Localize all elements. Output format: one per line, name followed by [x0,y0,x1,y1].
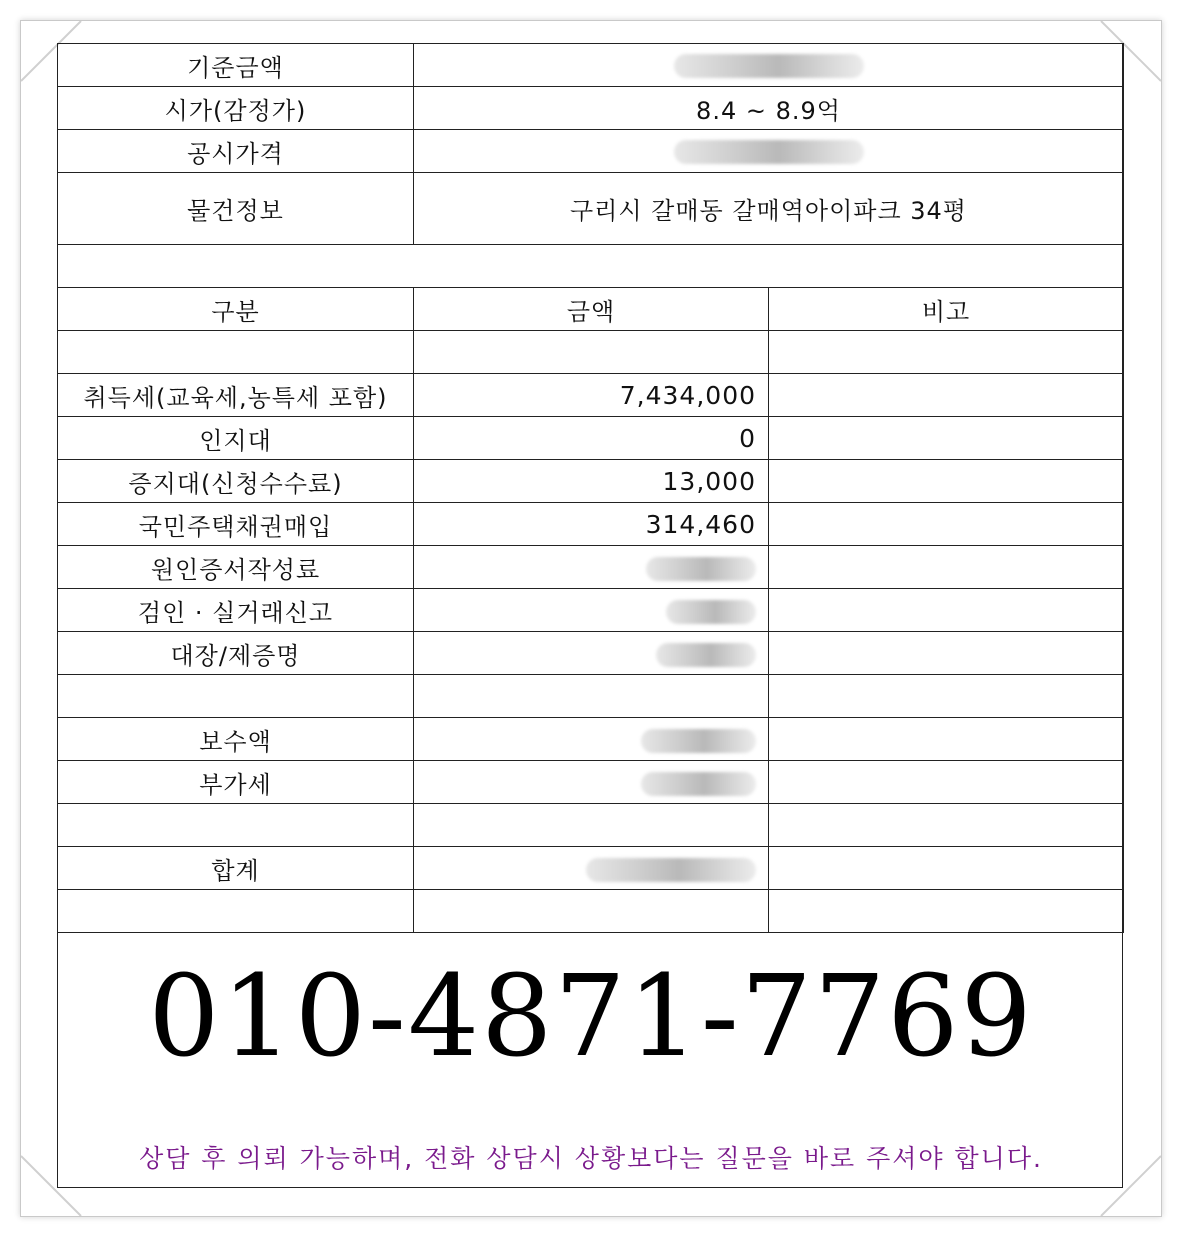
property-value: 구리시 갈매동 갈매역아이파크 34평 [414,173,1124,245]
estimate-table [57,43,1124,933]
row-amount [414,890,769,933]
spacer-row [58,245,1124,288]
row-amount: 7,434,000 [414,374,769,417]
row-amount [414,331,769,374]
row-label: 합계 [58,847,414,890]
row-amount: 13,000 [414,460,769,503]
row-note [769,761,1124,804]
row-amount [414,761,769,804]
spacer-cell [58,245,1124,288]
redacted-value [674,140,864,164]
redacted-value [641,729,756,753]
table-row [58,460,1124,503]
row-label [58,890,414,933]
row-amount [414,847,769,890]
redacted-value [586,858,756,882]
row-label: 취득세(교육세,농특세 포함) [58,374,414,417]
table-row [58,718,1124,761]
row-label: 원인증서작성료 [58,546,414,589]
table-row [58,804,1124,847]
table-row [58,417,1124,460]
row-label: 증지대(신청수수료) [58,460,414,503]
row-note [769,460,1124,503]
redacted-value [641,772,756,796]
row-label: 보수액 [58,718,414,761]
row-note [769,718,1124,761]
row-amount [414,675,769,718]
row-note [769,804,1124,847]
row-note [769,374,1124,417]
estimate-sheet [57,43,1123,1188]
table-row [58,173,1124,245]
row-amount [414,804,769,847]
official-price-value [414,130,1124,173]
row-label: 인지대 [58,417,414,460]
row-note [769,675,1124,718]
row-label: 국민주택채권매입 [58,503,414,546]
table-row [58,87,1124,130]
table-row [58,374,1124,417]
row-note [769,890,1124,933]
table-row [58,331,1124,374]
market-price-value: 8.4 ~ 8.9억 [414,87,1124,130]
table-row [58,847,1124,890]
row-note [769,546,1124,589]
redacted-value [656,643,756,667]
row-note [769,589,1124,632]
row-note [769,417,1124,460]
row-label: 대장/제증명 [58,632,414,675]
official-price-label: 공시가격 [58,130,414,173]
table-row [58,890,1124,933]
consultation-notice: 상담 후 의뢰 가능하며, 전화 상담시 상황보다는 질문을 바로 주셔야 합니다. [139,1144,1043,1173]
table-row [58,503,1124,546]
row-amount [414,589,769,632]
table-row [58,675,1124,718]
phone-number: 010-4871-7769 [148,952,1034,1082]
row-label [58,804,414,847]
row-label: 부가세 [58,761,414,804]
row-amount: 314,460 [414,503,769,546]
market-price-label: 시가(감정가) [58,87,414,130]
row-note [769,503,1124,546]
row-label [58,675,414,718]
column-header-amount: 금액 [414,288,769,331]
table-row [58,761,1124,804]
header-row [58,288,1124,331]
column-header-category: 구분 [58,288,414,331]
row-note [769,632,1124,675]
property-label: 물건정보 [58,173,414,245]
redacted-value [674,54,864,78]
row-note [769,847,1124,890]
base-amount-value [414,44,1124,87]
table-row [58,589,1124,632]
table-row [58,632,1124,675]
redacted-value [666,600,756,624]
base-amount-label: 기준금액 [58,44,414,87]
table-row [58,130,1124,173]
fee-rows [58,331,1124,933]
redacted-value [646,557,756,581]
row-amount [414,546,769,589]
row-note [769,331,1124,374]
table-row [58,546,1124,589]
row-amount [414,718,769,761]
row-amount [414,632,769,675]
row-amount: 0 [414,417,769,460]
table-row [58,44,1124,87]
row-label [58,331,414,374]
column-header-note: 비고 [769,288,1124,331]
row-label: 검인 · 실거래신고 [58,589,414,632]
